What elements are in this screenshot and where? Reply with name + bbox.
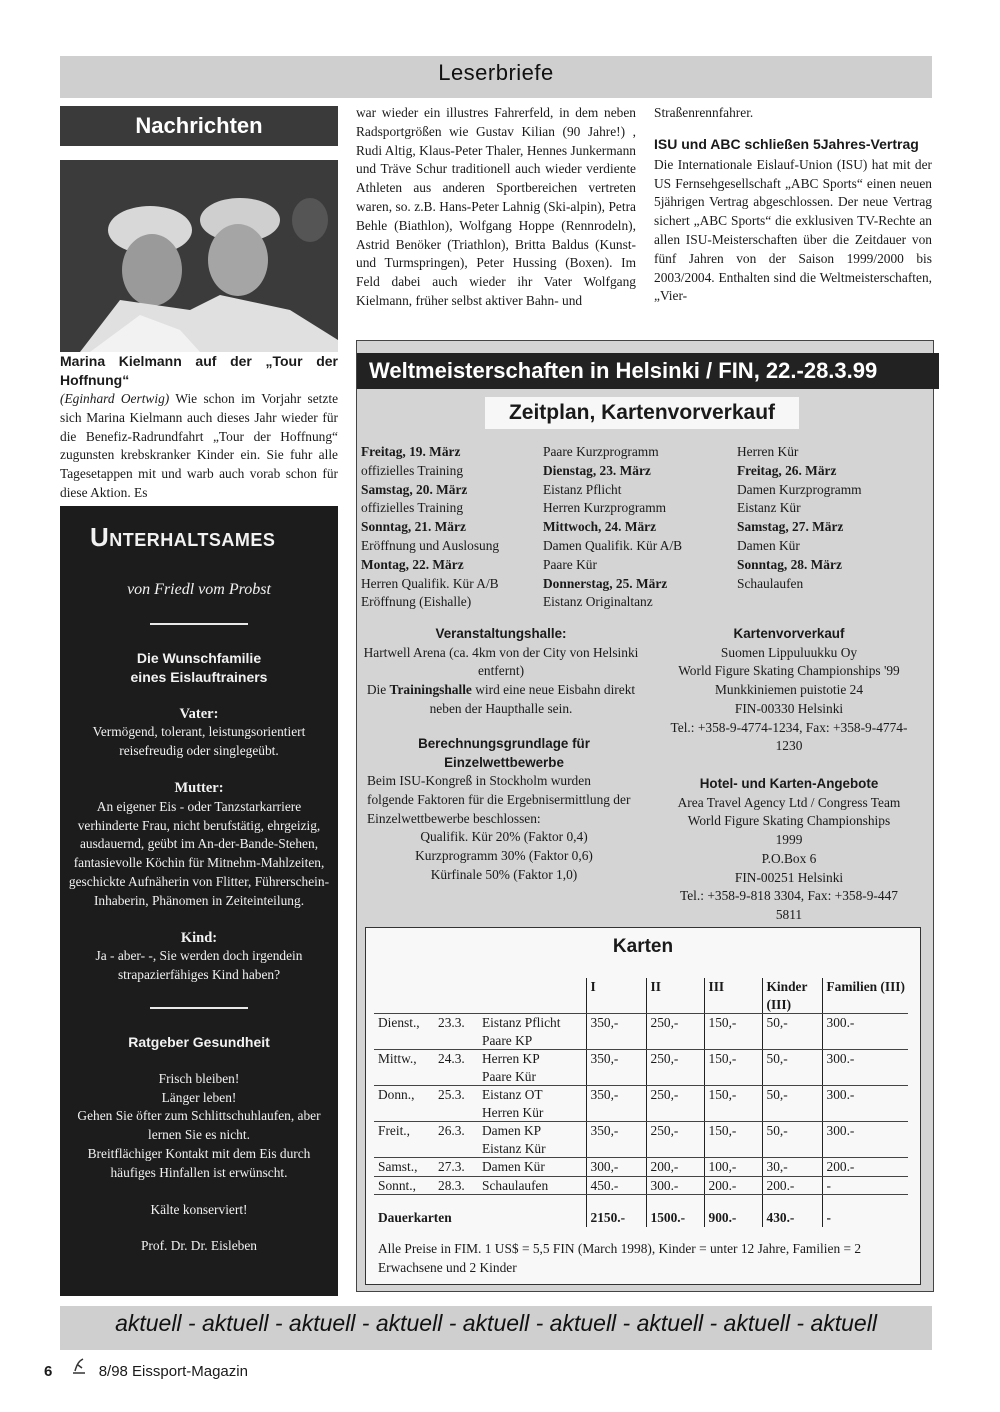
news-body-text: Wie schon im Vorjahr setzte sich Marina Kielmann auch dieses Jahr wieder für die Benefiz-Radrundfahrt „Tour der Hoffnung“ zugunsten krebskranker Kinder ein. Sie fuhr alle Tagesetappen mit und warb auch vorab schon für diese Aktion. Es xyxy=(60,391,339,500)
schedule-day: Mittwoch, 24. März xyxy=(543,519,657,535)
page-number: 6 xyxy=(44,1363,53,1380)
cell-price: 50,- xyxy=(762,1086,822,1122)
cell-event xyxy=(478,1050,586,1086)
section-title-wunschfamilie: Die Wunschfamilie xyxy=(136,650,262,666)
cell-price: 250,- xyxy=(646,1050,704,1086)
schedule-event: Herren Kurzprogramm xyxy=(543,500,667,516)
schedule-day: Dienstag, 23. März xyxy=(543,462,651,478)
schedule-event: Eröffnung und Auslosung xyxy=(361,537,500,553)
cell-price: 350,- xyxy=(586,1122,646,1158)
cell-event xyxy=(478,1122,586,1158)
schedule-event: Eröffnung (Eishalle) xyxy=(361,594,472,610)
cell-day: Mittw., xyxy=(374,1050,434,1086)
schedule-day: Samstag, 27. März xyxy=(737,519,844,535)
schedule-event: offizielles Training xyxy=(361,500,464,516)
divider xyxy=(150,623,248,625)
schedule-event: Paare Kurzprogramm xyxy=(543,444,659,459)
cell-day: Donn., xyxy=(374,1086,434,1122)
kind-text: Ja - aber- -, Sie werden doch irgendein strapazierfähiges Kind haben? xyxy=(95,948,303,983)
cell-price: 100,- xyxy=(704,1158,762,1177)
hotel-line: FIN-00251 Helsinki xyxy=(734,869,844,885)
cell-price: 250,- xyxy=(646,1086,704,1122)
cell-date: 23.3. xyxy=(434,1014,478,1050)
schedule-event: Eistanz Kür xyxy=(737,500,801,516)
news-body-start xyxy=(60,390,338,503)
column-header: II xyxy=(646,978,704,1014)
news-body-col2: war wieder ein illustres Fahrerfeld, in dem neben Radsportgrößen wie Gustav Kilian (90 Jahre!) , Rudi Altig, Klaus-Peter Thaler, Hennes Junkermann und Träve Schur traditionell auch wieder verdiente Athleten aus anderen Sportbereichen vertreten waren, so. z.B. Hans-Peter Lahnig (Ski-alpin), Petra Behle (Biathlon), Wolfgang Hoppe (Rennrodeln), Astrid Benöker (Triathlon), Britta Baldus (Kunst- und Turmspringen), Peter Hussing (Boxen). Im Feld dabei auch wieder ihr Vater Wolfgang Kielmann, früher selbst aktiver Bahn- und xyxy=(356,105,636,308)
cell-price: 50,- xyxy=(762,1122,822,1158)
unterhaltsames-title: Unterhaltsames xyxy=(90,522,276,552)
presale-line: Tel.: +358-9-4774-1234, Fax: +358-9-4774-1230 xyxy=(670,719,908,754)
cell-date: 27.3. xyxy=(434,1158,478,1177)
schedule-event: Herren Qualifik. Kür A/B xyxy=(361,575,499,591)
cell-price: 300.- xyxy=(646,1176,704,1195)
table-row xyxy=(374,1014,908,1050)
cell-date: 26.3. xyxy=(434,1122,478,1158)
section-title-wunschfamilie-2: eines Eislauftrainers xyxy=(130,668,268,685)
schedule-day: Sonntag, 21. März xyxy=(361,519,466,535)
news-col3 xyxy=(654,104,932,306)
schedule-event: Eistanz Pflicht xyxy=(543,481,622,497)
event-line: Damen Kür xyxy=(482,1159,545,1174)
venue-heading: Veranstaltungshalle: xyxy=(435,626,567,641)
event-line: Damen KP xyxy=(482,1123,542,1138)
table-row xyxy=(374,1176,908,1195)
hotel-line: World Figure Skating Championships 1999 xyxy=(687,813,891,848)
page-title: Leserbriefe xyxy=(438,60,554,85)
event-line: Eistanz Kür xyxy=(482,1140,546,1156)
wm-title: Weltmeisterschaften in Helsinki / FIN, 22.-28.3.99 xyxy=(357,353,939,389)
spacer-row xyxy=(374,1195,908,1210)
presale-heading: Kartenvorverkauf xyxy=(733,626,845,641)
cell-price: 200.- xyxy=(762,1176,822,1195)
hotel-info xyxy=(649,775,929,925)
table-row xyxy=(374,1158,908,1177)
presale-line: World Figure Skating Championships '99 xyxy=(678,663,900,679)
karten-note: Alle Preise in FIM. 1 US$ = 5,5 FIN (March 1998), Kinder = unter 12 Jahre, Familien = 2 Erwachsene und 2 Kinder xyxy=(378,1241,862,1275)
hotel-line: P.O.Box 6 xyxy=(761,850,817,866)
cell-price: 300.- xyxy=(822,1122,908,1158)
issue-label: 8/98 Eissport-Magazin xyxy=(98,1363,248,1380)
schedule-col1 xyxy=(361,443,546,612)
schedule-event: offizielles Training xyxy=(361,462,464,478)
schedule-event: Eistanz Originaltanz xyxy=(543,594,653,610)
schedule-day: Montag, 22. März xyxy=(361,556,464,572)
header-band xyxy=(60,56,932,98)
presale-line: Munkkiniemen puistotie 24 xyxy=(714,682,864,698)
venue-training: Die Trainingshalle wird eine neue Eisbahn direkt neben der Haupthalle sein. xyxy=(366,682,636,716)
footer-band-text: aktuell - aktuell - aktuell - aktuell - aktuell - aktuell - aktuell - aktuell - aktuell xyxy=(115,1310,877,1336)
cell-date: 28.3. xyxy=(434,1176,478,1195)
event-line: Schaulaufen xyxy=(482,1177,549,1193)
cell-day: Sonnt., xyxy=(374,1176,434,1195)
column-header: Familien (III) xyxy=(822,978,908,1014)
unterhaltsames-box xyxy=(60,506,338,1296)
cell-price: 150,- xyxy=(704,1014,762,1050)
column-header: III xyxy=(704,978,762,1014)
gesundheit-line: Länger leben! xyxy=(161,1089,237,1105)
total-price: 2150.- xyxy=(586,1209,646,1227)
cell-price: 300.- xyxy=(822,1086,908,1122)
isu-body: Die Internationale Eislauf-Union (ISU) hat mit der US Fernsehgesellschaft „ABC Sports“ einen neuen 5jährigen Vertrag abgeschlossen. Der neue Vertrag sichert „ABC Sports“ die exklusiven TV-Rechte an allen ISU-Meisterschaften über die Zeitdauer von fünf Jahren von der Saison 1999/2000 bis 2003/2004. Enthalten sind die Weltmeisterschaften, „Vier- xyxy=(654,156,932,304)
footer-band xyxy=(60,1306,932,1350)
news-article xyxy=(60,352,338,503)
cell-price: 30,- xyxy=(762,1158,822,1177)
venue-text: Hartwell Arena (ca. 4km von der City von Helsinki entfernt) xyxy=(363,644,639,679)
cell-day: Dienst., xyxy=(374,1014,434,1050)
unterhaltsames-author: von Friedl vom Probst xyxy=(127,581,271,598)
cell-price: 200.- xyxy=(704,1176,762,1195)
calc-heading: Berechnungsgrundlage für Einzelwettbewerbe xyxy=(418,736,590,770)
totals-row xyxy=(374,1209,908,1227)
vater-text: Vermögend, tolerant, leistungsorientiert reisefreudig oder singlegeübt. xyxy=(92,724,306,759)
photographer-credit: (Eginhard Oertwig) xyxy=(60,391,170,406)
total-price: - xyxy=(822,1209,908,1227)
hotel-heading: Hotel- und Karten-Angebote xyxy=(699,776,879,791)
schedule-event: Paare Kür xyxy=(543,556,597,572)
schedule-day: Freitag, 19. März xyxy=(361,444,461,459)
totals-label: Dauerkarten xyxy=(378,1210,452,1225)
cell-price: 150,- xyxy=(704,1122,762,1158)
schedule-day: Freitag, 26. März xyxy=(737,462,837,478)
news-photo xyxy=(60,160,338,352)
schedule-day: Samstag, 20. März xyxy=(361,481,468,497)
cell-event xyxy=(478,1086,586,1122)
photo-caption-title: Marina Kielmann auf der „Tour der Hoffnung“ xyxy=(60,353,338,388)
calc-text: Beim ISU-Kongreß in Stockholm wurden folgende Faktoren für die Ergebnisermittlung der Einzelwettbewerbe beschlossen: xyxy=(367,773,631,826)
presale-line: Suomen Lippuluukku Oy xyxy=(720,644,858,660)
nachrichten-heading-text: Nachrichten xyxy=(135,113,263,138)
mutter-text: An eigener Eis - oder Tanzstarkarriere verhinderte Frau, nicht berufstätig, ehrgeizig, ausdauernd, geübt im An-der-Bande-Stehen, fantasievolle Köchin für Mitnehm-Mahlzeiten, geschickte Aufnäherin von Flitter, Führerschein-Inhaberin, Phänomen in Zeiteinteilung. xyxy=(68,798,330,908)
calc-line: Qualifik. Kür 20% (Faktor 0,4) xyxy=(420,829,588,845)
column-header: I xyxy=(586,978,646,1014)
event-line: Eistanz OT xyxy=(482,1087,543,1102)
schedule-event: Damen Kurzprogramm xyxy=(737,481,862,497)
kind-label: Kind: xyxy=(180,929,218,946)
cell-price: 450.- xyxy=(586,1176,646,1195)
gesundheit-signature: Prof. Dr. Dr. Eisleben xyxy=(140,1238,258,1254)
table-row xyxy=(374,1050,908,1086)
event-line: Eistanz Pflicht xyxy=(482,1015,561,1030)
schedule-day: Donnerstag, 25. März xyxy=(543,575,668,591)
photo-illustration xyxy=(60,160,338,352)
cell-price: - xyxy=(822,1176,908,1195)
hotel-line: Area Travel Agency Ltd / Congress Team xyxy=(677,794,901,810)
karten-box xyxy=(365,927,921,1285)
cell-price: 50,- xyxy=(762,1050,822,1086)
isu-heading: ISU und ABC schließen 5Jahres-Vertrag xyxy=(654,135,919,152)
event-line: Paare KP xyxy=(482,1032,533,1048)
cell-price: 350,- xyxy=(586,1014,646,1050)
event-line: Herren KP xyxy=(482,1051,540,1066)
column-header: Kinder (III) xyxy=(762,978,822,1014)
cell-price: 300.- xyxy=(822,1014,908,1050)
calc-line: Kurzprogramm 30% (Faktor 0,6) xyxy=(415,848,593,864)
karten-header-row xyxy=(374,978,908,1014)
karten-table xyxy=(374,978,908,1227)
cell-event xyxy=(478,1176,586,1195)
cell-price: 350,- xyxy=(586,1050,646,1086)
cell-price: 250,- xyxy=(646,1122,704,1158)
event-line: Herren Kür xyxy=(482,1104,544,1120)
event-line: Paare Kür xyxy=(482,1068,536,1084)
wm-box xyxy=(356,340,934,1292)
karten-title: Karten xyxy=(612,936,674,957)
cell-price: 200,- xyxy=(646,1158,704,1177)
nachrichten-heading xyxy=(60,106,338,146)
cell-date: 24.3. xyxy=(434,1050,478,1086)
schedule-col2 xyxy=(543,443,728,612)
cell-price: 300.- xyxy=(822,1050,908,1086)
cell-price: 50,- xyxy=(762,1014,822,1050)
hotel-line: Tel.: +358-9-818 3304, Fax: +358-9-447 5811 xyxy=(680,888,898,923)
skater-logo-icon xyxy=(69,1356,91,1380)
total-price: 430.- xyxy=(762,1209,822,1227)
cell-price: 350,- xyxy=(586,1086,646,1122)
schedule-col3 xyxy=(737,443,922,593)
calc-info xyxy=(367,735,641,885)
cell-event xyxy=(478,1158,586,1177)
venue-info xyxy=(361,625,641,719)
table-row xyxy=(374,1122,908,1158)
page-footer xyxy=(44,1356,248,1380)
schedule-event: Schaulaufen xyxy=(737,575,804,591)
cell-price: 250,- xyxy=(646,1014,704,1050)
cell-price: 200.- xyxy=(822,1158,908,1177)
cell-price: 150,- xyxy=(704,1086,762,1122)
table-row xyxy=(374,1086,908,1122)
section-title-gesundheit: Ratgeber Gesundheit xyxy=(128,1033,270,1050)
cell-price: 300,- xyxy=(586,1158,646,1177)
cell-day: Freit., xyxy=(374,1122,434,1158)
schedule-event: Damen Kür xyxy=(737,537,800,553)
cell-event xyxy=(478,1014,586,1050)
gesundheit-line: Gehen Sie öfter zum Schlittschuhlaufen, aber lernen Sie es nicht. xyxy=(77,1108,321,1143)
presale-info xyxy=(649,625,929,756)
total-price: 900.- xyxy=(704,1209,762,1227)
calc-line: Kürfinale 50% (Faktor 1,0) xyxy=(430,866,578,882)
schedule-event: Herren Kür xyxy=(737,444,799,459)
cell-price: 150,- xyxy=(704,1050,762,1086)
cell-day: Samst., xyxy=(374,1158,434,1177)
gesundheit-line: Frisch bleiben! xyxy=(158,1070,240,1086)
total-price: 1500.- xyxy=(646,1209,704,1227)
gesundheit-line: Breitflächiger Kontakt mit dem Eis durch häufiges Hinfallen ist erwünscht. xyxy=(87,1145,311,1180)
schedule-day: Sonntag, 28. März xyxy=(737,556,842,572)
news-body-col3: Straßenrennfahrer. xyxy=(654,105,754,120)
divider xyxy=(150,1007,248,1009)
schedule-event: Damen Qualifik. Kür A/B xyxy=(543,537,683,553)
mutter-label: Mutter: xyxy=(174,779,224,796)
wm-subtitle: Zeitplan, Kartenvorverkauf xyxy=(485,397,799,429)
cell-date: 25.3. xyxy=(434,1086,478,1122)
gesundheit-line: Kälte konserviert! xyxy=(150,1201,248,1217)
vater-label: Vater: xyxy=(179,705,219,722)
presale-line: FIN-00330 Helsinki xyxy=(734,700,844,716)
